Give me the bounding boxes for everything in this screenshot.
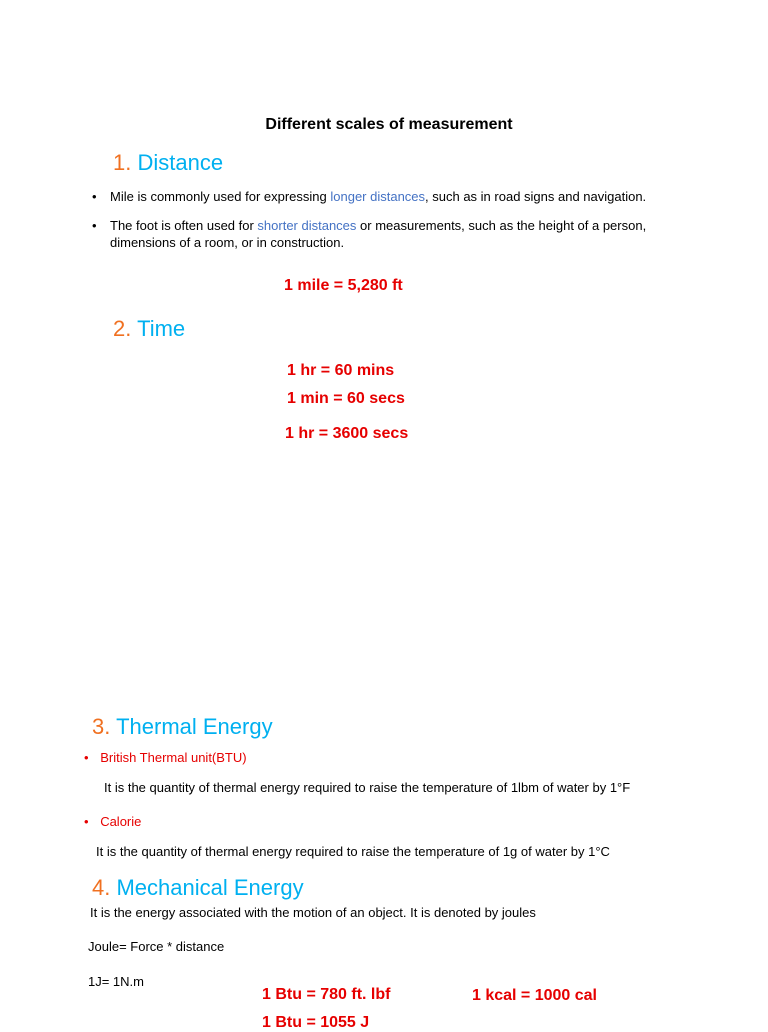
mechanical-unit: 1J= 1N.m [88,974,144,989]
thermal-desc-calorie: It is the quantity of thermal energy required to raise the temperature of 1g of water by 1°C [96,844,610,859]
mechanical-description: It is the energy associated with the motion of an object. It is denoted by joules [90,905,536,920]
thermal-item-btu [84,750,247,765]
section-label: Mechanical Energy [116,875,304,900]
thermal-item-calorie [84,814,141,829]
section-label: Distance [137,150,224,175]
equation-btu-joule: 1 Btu = 1055 J [262,1014,370,1031]
section-heading-thermal-energy [92,714,273,740]
document-title: Different scales of measurement [265,116,513,133]
bullet-text: or measurements, such as the height of a person, [356,218,647,233]
bullet-highlight: shorter distances [257,218,357,233]
section-heading-time [113,316,185,342]
bullet-glyph: • [84,814,89,829]
section-label: Time [137,316,186,341]
equation-minute-seconds: 1 min = 60 secs [287,390,405,407]
section-label: Thermal Energy [116,714,273,739]
bullet-glyph: • [92,189,97,204]
bullet-text-line2: dimensions of a room, or in construction. [110,235,345,250]
section-heading-mechanical-energy [92,875,304,901]
bullet-glyph: • [92,218,97,233]
equation-kcal-cal: 1 kcal = 1000 cal [472,987,597,1004]
section-number: 2. [113,316,132,341]
equation-btu-ftlbf: 1 Btu = 780 ft. lbf [262,986,391,1003]
item-label: British Thermal unit(BTU) [100,750,247,765]
equation-mile-feet: 1 mile = 5,280 ft [284,277,403,294]
bullet-glyph: • [84,750,89,765]
distance-bullet-foot [92,217,647,251]
item-label: Calorie [100,814,142,829]
distance-bullet-mile [92,188,647,205]
bullet-highlight: longer distances [330,189,426,204]
section-number: 1. [113,150,132,175]
section-number: 4. [92,875,111,900]
equation-hour-minutes: 1 hr = 60 mins [287,362,395,379]
bullet-text: The foot is often used for [110,218,258,233]
bullet-text: Mile is commonly used for expressing [110,189,331,204]
section-number: 3. [92,714,111,739]
equation-hour-seconds: 1 hr = 3600 secs [285,425,409,442]
section-heading-distance [113,150,223,176]
thermal-desc-btu: It is the quantity of thermal energy required to raise the temperature of 1lbm of water by 1°F [104,780,631,795]
bullet-text: , such as in road signs and navigation. [425,189,647,204]
mechanical-formula: Joule= Force * distance [88,939,225,954]
